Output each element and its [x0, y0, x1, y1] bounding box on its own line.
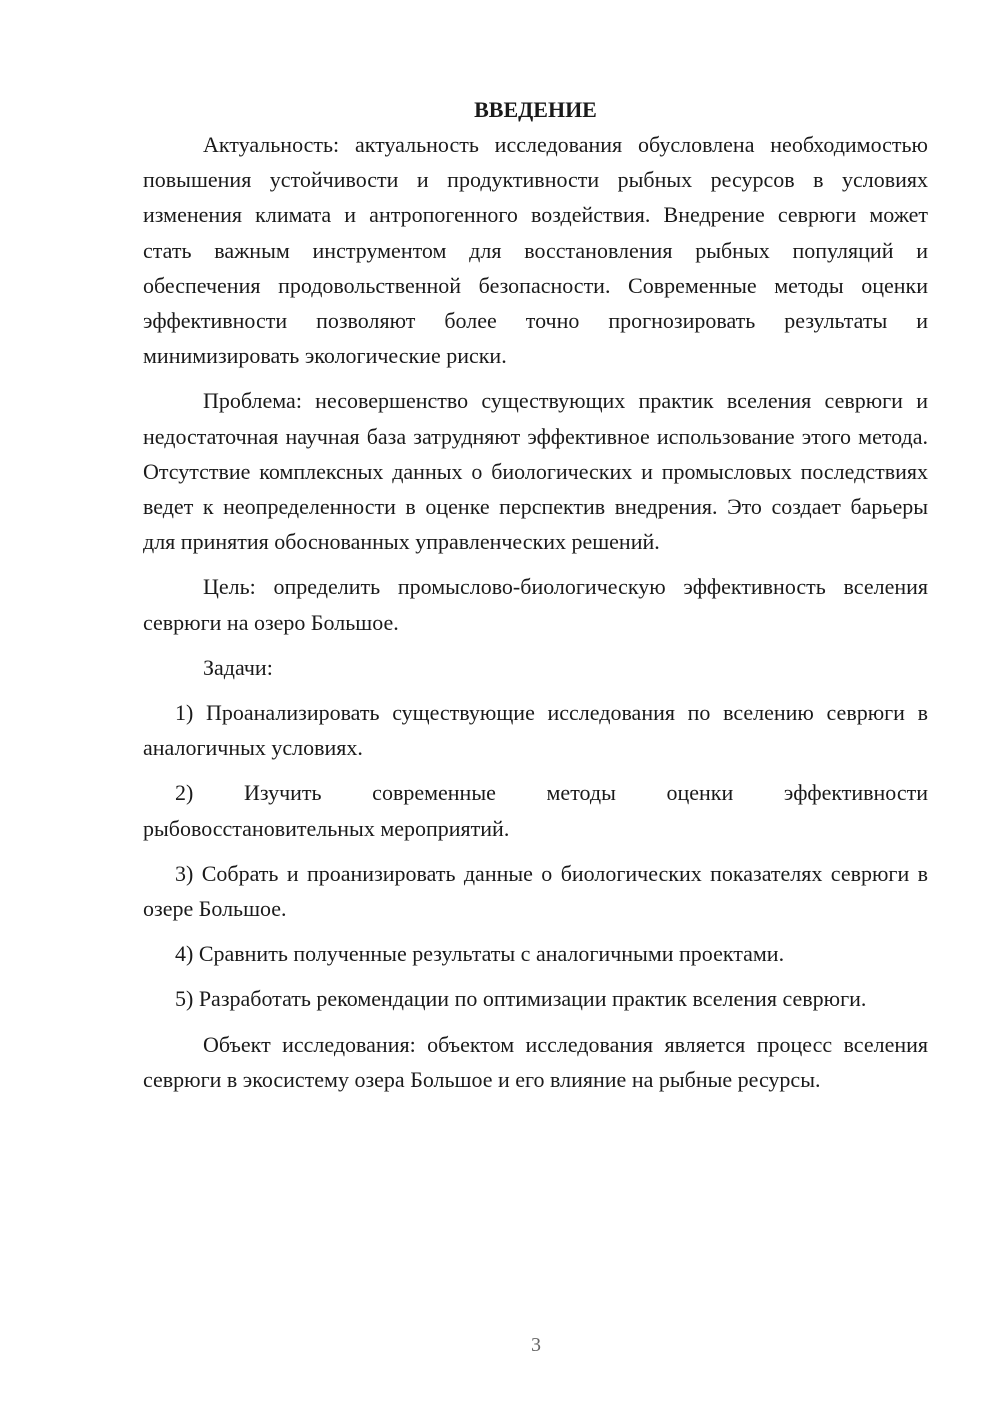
page-number: 3: [531, 1334, 541, 1356]
task-item: 3) Собрать и проанизировать данные о биологических показателях севрюги в озере Большое.: [143, 860, 928, 922]
section-title: ВВЕДЕНИЕ: [474, 97, 597, 122]
object-paragraph: Объект исследования: объектом исследования является процесс вселения севрюги в экосистему озера Большое и его влияние на рыбные ресурсы.: [143, 1031, 928, 1092]
page-content: [143, 92, 928, 1107]
task-item: 1) Проанализировать существующие исследования по вселению севрюги в аналогичных условиях.: [143, 700, 928, 761]
problem-paragraph: Проблема: несовершенство существующих практик вселения севрюги и недостаточная научная база затрудняют эффективное использование этого метода. Отсутствие комплексных данных о биологических и промысловых последствиях ведет к неопределенности в оценке перспектив внедрения. Это создает барьеры для принятия обоснованных управленческих решений.: [143, 388, 928, 555]
task-item: 2) Изучить современные методы оценки эффективности рыбовосстановительных мероприятий.: [143, 780, 928, 841]
goal-paragraph: Цель: определить промыслово-биологическую эффективность вселения севрюги на озеро Большое.: [143, 574, 928, 635]
tasks-heading: Задачи:: [203, 654, 273, 680]
task-item: 5) Разработать рекомендации по оптимизации практик вселения севрюги.: [175, 986, 867, 1012]
task-item: 4) Сравнить полученные результаты с аналогичными проектами.: [175, 941, 785, 967]
relevance-paragraph: Актуальность: актуальность исследования обусловлена необходимостью повышения устойчивости и продуктивности рыбных ресурсов в условиях изменения климата и антропогенного воздействия. Внедрение севрюги может стать важным инструментом для восстановления рыбных популяций и обеспечения продовольственной безопасности. Современные методы оценки эффективности позволяют более точно прогнозировать результаты и минимизировать экологические риски.: [143, 132, 928, 369]
